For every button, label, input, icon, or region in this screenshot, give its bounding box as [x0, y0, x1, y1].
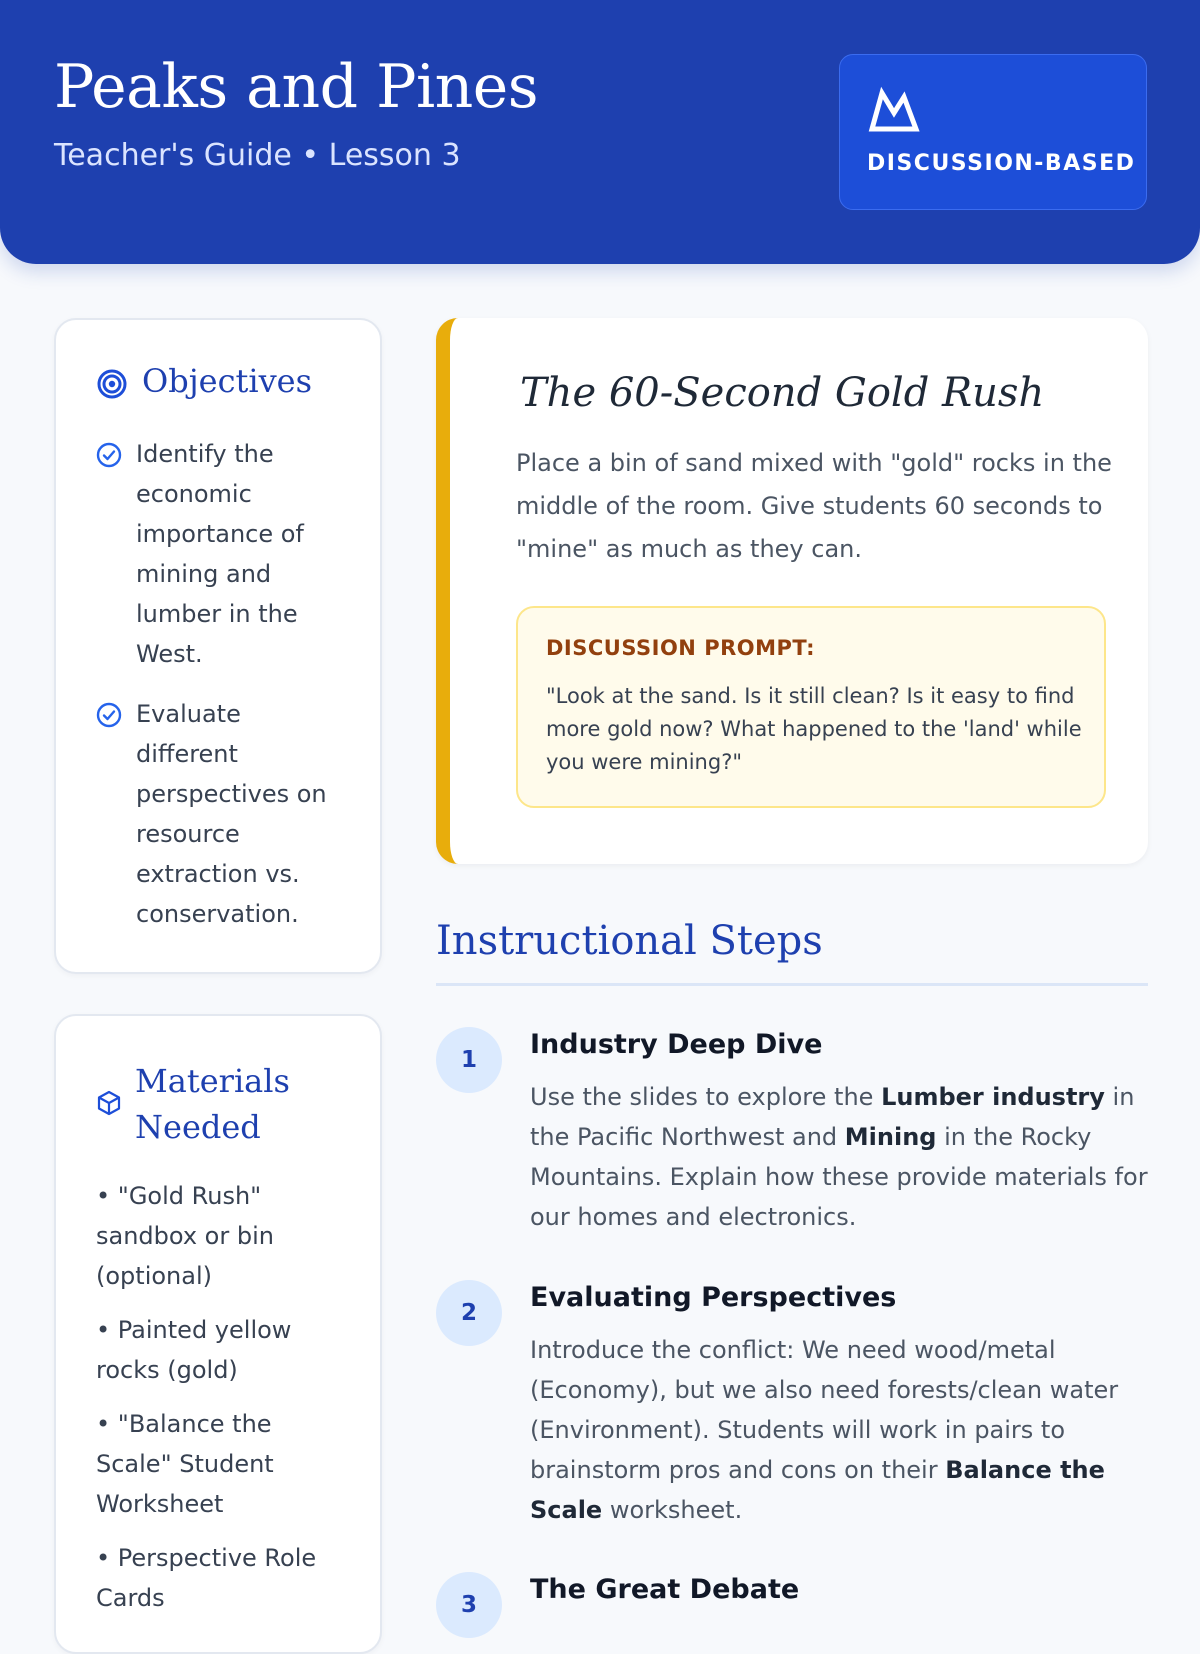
prompt-text: "Look at the sand. Is it still clean? Is it easy to find more gold now? What happened to the 'land' while you were mining?"	[546, 684, 1082, 774]
page-subtitle: Teacher's Guide • Lesson 3	[54, 138, 461, 173]
check-circle-icon	[96, 442, 122, 468]
objectives-card	[54, 318, 382, 974]
step-text-emphasis: Mining	[844, 1123, 937, 1151]
step-text	[530, 1330, 1150, 1530]
prompt-label: DISCUSSION PROMPT:	[546, 636, 815, 660]
step-text-segment: in the Rocky Mountains. Explain how these provide materials for our homes and electronics.	[530, 1123, 1148, 1231]
step-text-segment: Use the slides to explore the	[530, 1083, 882, 1111]
step-text-emphasis: Balance the Scale	[530, 1456, 1105, 1524]
step-number: 3	[436, 1572, 502, 1638]
material-item: • Painted yellow rocks (gold)	[96, 1316, 292, 1384]
lesson-header	[0, 0, 1200, 264]
page-title: Peaks and Pines	[54, 52, 539, 122]
step-title: Industry Deep Dive	[530, 1029, 823, 1060]
objective-text: Evaluate different perspectives on resource extraction vs. conservation.	[136, 700, 327, 928]
hook-title: The 60-Second Gold Rush	[520, 370, 1045, 416]
material-item: • Perspective Role Cards	[96, 1544, 317, 1612]
step-text-segment: in the Pacific Northwest and	[530, 1083, 1135, 1151]
step-number: 2	[436, 1280, 502, 1346]
step-text-emphasis: Lumber industry	[881, 1083, 1105, 1111]
cube-icon	[96, 1090, 122, 1116]
material-item: • "Gold Rush" sandbox or bin (optional)	[96, 1182, 274, 1290]
objective-item	[96, 434, 336, 674]
discussion-prompt-box	[516, 606, 1106, 808]
step-text-segment: worksheet.	[602, 1496, 743, 1524]
hook-activity-card	[436, 318, 1148, 864]
step-text	[530, 1077, 1150, 1237]
objectives-heading: Objectives	[142, 362, 313, 400]
step-number: 1	[436, 1027, 502, 1093]
step-text-segment: Introduce the conflict: We need wood/metal (Economy), but we also need forests/clean water (Environment). Students will work in pairs to brainstorm pros and cons on their	[530, 1336, 1119, 1484]
material-item: • "Balance the Scale" Student Worksheet	[96, 1410, 274, 1518]
objective-text: Identify the economic importance of mining and lumber in the West.	[136, 440, 304, 668]
hook-description: Place a bin of sand mixed with "gold" rocks in the middle of the room. Give students 60 seconds to "mine" as much as they can.	[516, 449, 1112, 563]
objective-item	[96, 694, 336, 934]
materials-heading: Materials Needed	[135, 1062, 290, 1146]
materials-card	[54, 1014, 382, 1654]
lesson-type-badge	[839, 54, 1147, 210]
mountain-icon	[868, 87, 920, 133]
target-icon	[96, 368, 128, 400]
step-title: The Great Debate	[530, 1574, 800, 1605]
check-circle-icon	[96, 702, 122, 728]
badge-label: DISCUSSION-BASED	[867, 151, 1136, 176]
divider	[436, 983, 1148, 986]
steps-heading: Instructional Steps	[436, 918, 823, 964]
step-title: Evaluating Perspectives	[530, 1282, 897, 1313]
